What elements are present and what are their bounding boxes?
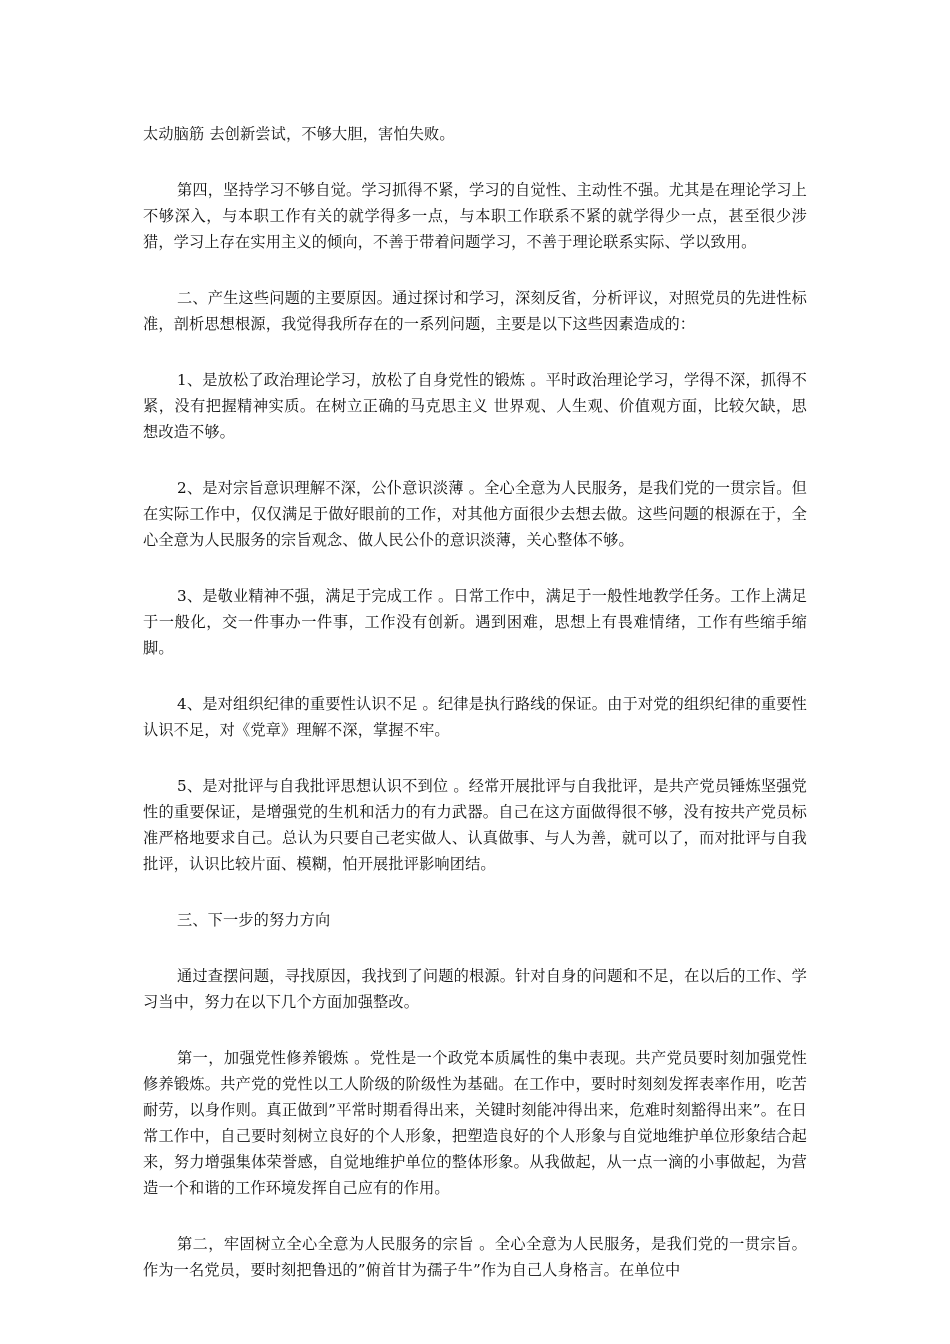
paragraph-cause-5: 5、是对批评与自我批评思想认识不到位 。经常开展批评与自我批评，是共产党员锤炼坚强党性的重要保证，是增强党的生机和活力的有力武器。自己在这方面做得很不够，没有按共产党员标准严格地要求自己。总认为只要自己老实做人、认真做事、与人为善，就可以了，而对批评与自我批评，认识比较片面、模糊，怕开展批评影响团结。 [143, 777, 807, 873]
paragraph-cause-3: 3、是敬业精神不强，满足于完成工作 。日常工作中，满足于一般性地教学任务。工作上满足于一般化，交一件事办一件事，工作没有创新。遇到困难，思想上有畏难情绪，工作有些缩手缩脚。 [143, 587, 807, 657]
paragraph-section-three-intro: 通过查摆问题，寻找原因，我找到了问题的根源。针对自身的问题和不足，在以后的工作、学习当中，努力在以下几个方面加强整改。 [143, 967, 807, 1011]
paragraph-direction-2: 第二，牢固树立全心全意为人民服务的宗旨 。全心全意为人民服务，是我们党的一贯宗旨。作为一名党员，要时刻把鲁迅的”俯首甘为孺子牛”作为自己人身格言。在单位中 [143, 1235, 807, 1279]
paragraph-continuation: 太动脑筋 去创新尝试，不够大胆，害怕失败。 [143, 125, 455, 143]
paragraph-section-three-heading: 三、下一步的努力方向 [177, 911, 331, 929]
paragraph-cause-4: 4、是对组织纪律的重要性认识不足 。纪律是执行路线的保证。由于对党的组织纪律的重要性认识不足，对《党章》理解不深，掌握不牢。 [143, 695, 807, 739]
paragraph-fourth-point: 第四，坚持学习不够自觉。学习抓得不紧，学习的自觉性、主动性不强。尤其是在理论学习上不够深入，与本职工作有关的就学得多一点，与本职工作联系不紧的就学得少一点，甚至很少涉猎，学习上存在实用主义的倾向，不善于带着问题学习，不善于理论联系实际、学以致用。 [143, 181, 807, 251]
paragraph-cause-1: 1、是放松了政治理论学习，放松了自身党性的锻炼 。平时政治理论学习，学得不深，抓得不紧，没有把握精神实质。在树立正确的马克思主义 世界观、人生观、价值观方面，比较欠缺，思想改造不够。 [143, 371, 807, 441]
document-page [143, 121, 807, 1313]
paragraph-section-two-heading: 二、产生这些问题的主要原因。通过探讨和学习，深刻反省，分析评议，对照党员的先进性标准，剖析思想根源，我觉得我所存在的一系列问题，主要是以下这些因素造成的： [143, 289, 807, 333]
paragraph-cause-2: 2、是对宗旨意识理解不深，公仆意识淡薄 。全心全意为人民服务，是我们党的一贯宗旨。但在实际工作中，仅仅满足于做好眼前的工作，对其他方面很少去想去做。这些问题的根源在于，全心全意为人民服务的宗旨观念、做人民公仆的意识淡薄，关心整体不够。 [143, 479, 807, 549]
paragraph-direction-1: 第一，加强党性修养锻炼 。党性是一个政党本质属性的集中表现。共产党员要时刻加强党性修养锻炼。共产党的党性以工人阶级的阶级性为基础。在工作中，要时时刻刻发挥表率作用，吃苦耐劳，以身作则。真正做到”平常时期看得出来，关键时刻能冲得出来，危难时刻豁得出来”。在日常工作中，自己要时刻树立良好的个人形象，把塑造良好的个人形象与自觉地维护单位形象结合起来，努力增强集体荣誉感，自觉地维护单位的整体形象。从我做起，从一点一滴的小事做起，为营造一个和谐的工作环境发挥自己应有的作用。 [143, 1049, 807, 1197]
